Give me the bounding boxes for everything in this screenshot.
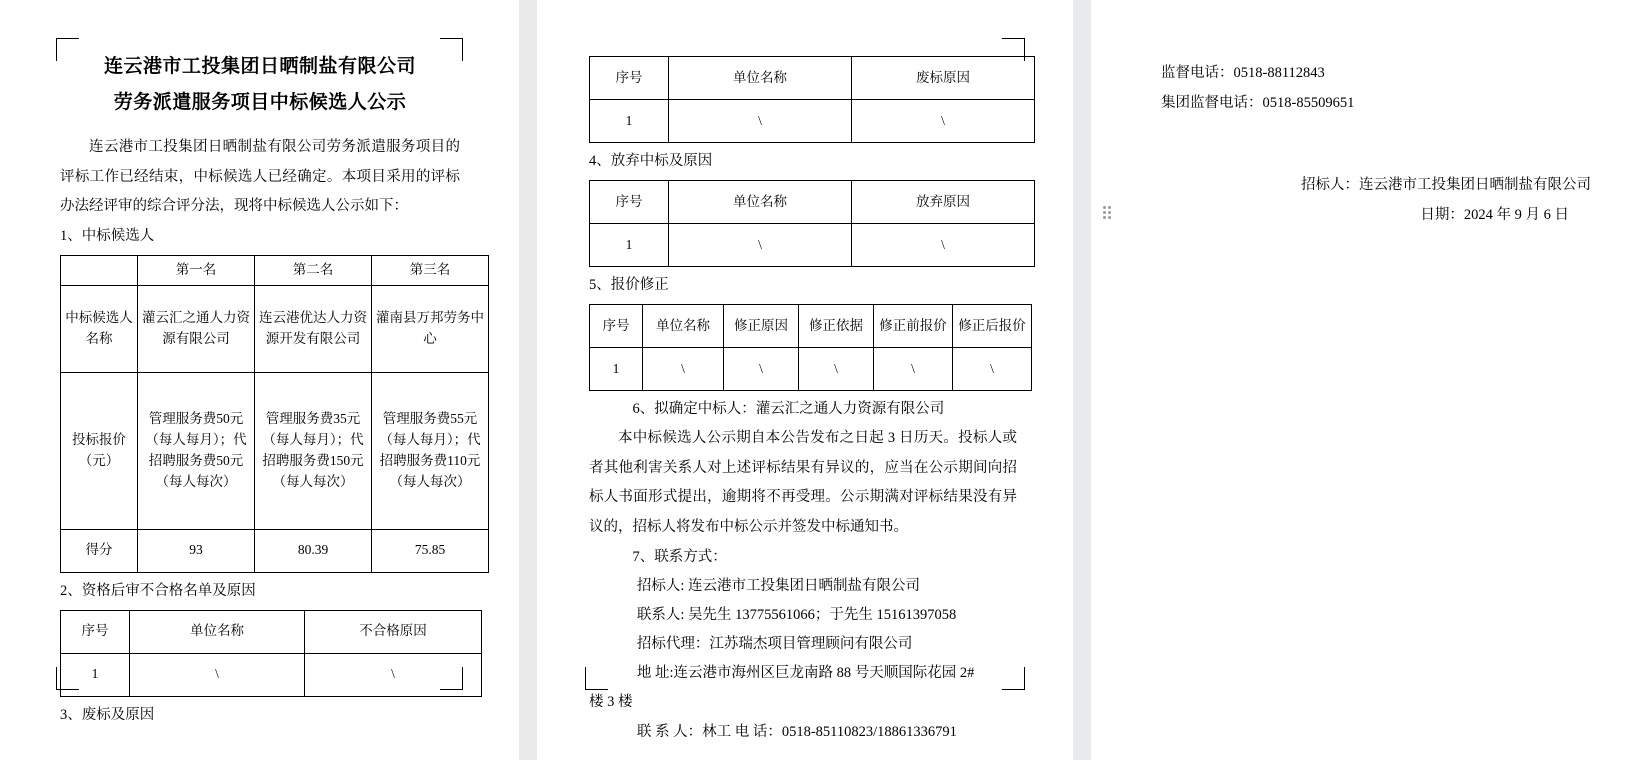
header-cell-reason: 放弃原因 [852,181,1035,224]
contact-agent: 招标代理：江苏瑞杰项目管理顾问有限公司 [636,635,913,652]
cell-index: 1 [590,224,669,267]
cell-bid-price-3: 管理服务费55元（每人每月）；代招聘服务费110元（每人每次） [372,372,489,529]
section-heading-3: 3、废标及原因 [60,706,155,723]
header-cell-rank-1: 第一名 [138,255,255,285]
header-cell-unit-name: 单位名称 [669,181,852,224]
table-row [61,610,482,653]
section-heading-5: 5、报价修正 [589,277,669,293]
page-gutter-2 [1073,0,1091,760]
header-cell-index: 序号 [590,305,643,348]
group-supervision-phone: 集团监督电话：0518-85509651 [1161,95,1355,112]
table-row [61,285,489,372]
header-cell-rank-2: 第二名 [255,255,372,285]
page-gutter-1 [519,0,537,760]
document-page-3 [1091,0,1644,728]
cell-unit-name: \ [669,100,852,143]
table-row [590,181,1035,224]
contact-agent-person: 联 系 人：林工 电 话：0518-85110823/18861336791 [636,723,957,740]
cell-price-before: \ [874,348,953,391]
signature-date: 日期：2024 年 9 月 6 日 [1420,207,1569,224]
header-cell-index: 序号 [61,610,130,653]
section-heading-4: 4、放弃中标及原因 [589,153,713,169]
table-row [590,224,1035,267]
cell-candidate-name-1: 灌云汇之通人力资源有限公司 [138,285,255,372]
page-title-line-1: 连云港市工投集团日晒制盐有限公司 [103,56,416,77]
row-label-score: 得分 [61,529,138,572]
page-2-content [589,52,1026,747]
cell-reason: \ [852,100,1035,143]
header-cell-unit-name: 单位名称 [643,305,724,348]
row-label-candidate-name: 中标候选人名称 [61,285,138,372]
header-cell-price-after: 修正后报价 [953,305,1032,348]
cell-score-2: 80.39 [255,529,372,572]
header-cell-price-before: 修正前报价 [874,305,953,348]
cell-index: 1 [590,348,643,391]
page-3-content [1161,58,1581,119]
header-cell-index: 序号 [590,181,669,224]
cell-reason: \ [852,224,1035,267]
header-cell-reason: 不合格原因 [305,610,482,653]
cell-candidate-name-3: 灌南县万邦劳务中心 [372,285,489,372]
header-cell-unit-name: 单位名称 [130,610,305,653]
table-candidates [60,255,489,573]
section-heading-7: 7、联系方式： [632,548,727,565]
contact-address-cont: 楼 3 楼 [589,693,633,710]
cell-reason: \ [305,653,482,696]
page-1-content [60,52,484,730]
header-cell-unit-name: 单位名称 [669,57,852,100]
section-heading-6: 6、拟确定中标人：灌云汇之通人力资源有限公司 [632,401,945,417]
contact-persons: 联系人: 吴先生 13775561066；于先生 15161397058 [636,606,957,623]
cell-score-3: 75.85 [372,529,489,572]
header-cell-correction-basis: 修正依据 [799,305,874,348]
table-row [61,372,489,529]
header-cell-index: 序号 [590,57,669,100]
cell-unit-name: \ [130,653,305,696]
header-cell-correction-reason: 修正原因 [724,305,799,348]
cell-unit-name: \ [643,348,724,391]
table-correction [589,304,1032,391]
supervision-phone: 监督电话：0518-88112843 [1161,65,1325,81]
signature-block [1161,170,1591,231]
table-row [590,348,1032,391]
table-row [590,57,1035,100]
table-invalid [589,56,1035,143]
table-row [61,255,489,285]
header-cell-blank [61,255,138,285]
cell-bid-price-2: 管理服务费35元（每人每月）；代招聘服务费150元（每人每次） [255,372,372,529]
header-cell-rank-3: 第三名 [372,255,489,285]
cell-price-after: \ [953,348,1032,391]
cell-correction-reason: \ [724,348,799,391]
cell-correction-basis: \ [799,348,874,391]
table-row [590,100,1035,143]
contact-bidder: 招标人: 连云港市工投集团日晒制盐有限公司 [636,577,920,594]
table-abandon [589,180,1035,267]
section-heading-2: 2、资格后审不合格名单及原因 [60,582,256,599]
signature-bidder: 招标人：连云港市工投集团日晒制盐有限公司 [1301,177,1591,193]
cell-unit-name: \ [669,224,852,267]
table-unqualified [60,610,482,697]
row-label-bid-price: 投标报价（元） [61,372,138,529]
cell-index: 1 [61,653,130,696]
notice-paragraph: 本中标候选人公示期自本公告发布之日起 3 日历天。投标人或者其他利害关系人对上述评标结果有异议的，应当在公示期间向招标人书面形式提出，逾期将不再受理。公示期满对评标结果没有异议的，招标人将发布中标公示并签发中标通知书。 [589,430,1017,536]
contact-address: 地 址:连云港市海州区巨龙南路 88 号天顺国际花园 2# [636,664,975,681]
drag-handle[interactable] [1103,206,1112,222]
table-row [590,305,1032,348]
cell-index: 1 [590,100,669,143]
document-page-2 [537,0,1073,740]
table-row [61,653,482,696]
section-heading-1: 1、中标候选人 [60,227,155,244]
header-cell-reason: 废标原因 [852,57,1035,100]
cell-candidate-name-2: 连云港优达人力资源开发有限公司 [255,285,372,372]
intro-paragraph: 连云港市工投集团日晒制盐有限公司劳务派遣服务项目的评标工作已经结束，中标候选人已经确定。本项目采用的评标办法经评审的综合评分法，现将中标候选人公示如下： [60,138,460,215]
table-row [61,529,489,572]
document-page-1 [0,0,519,728]
cell-score-1: 93 [138,529,255,572]
page-title-line-2: 劳务派遣服务项目中标候选人公示 [113,92,407,114]
cell-bid-price-1: 管理服务费50元（每人每月）；代招聘服务费50元（每人每次） [138,372,255,529]
